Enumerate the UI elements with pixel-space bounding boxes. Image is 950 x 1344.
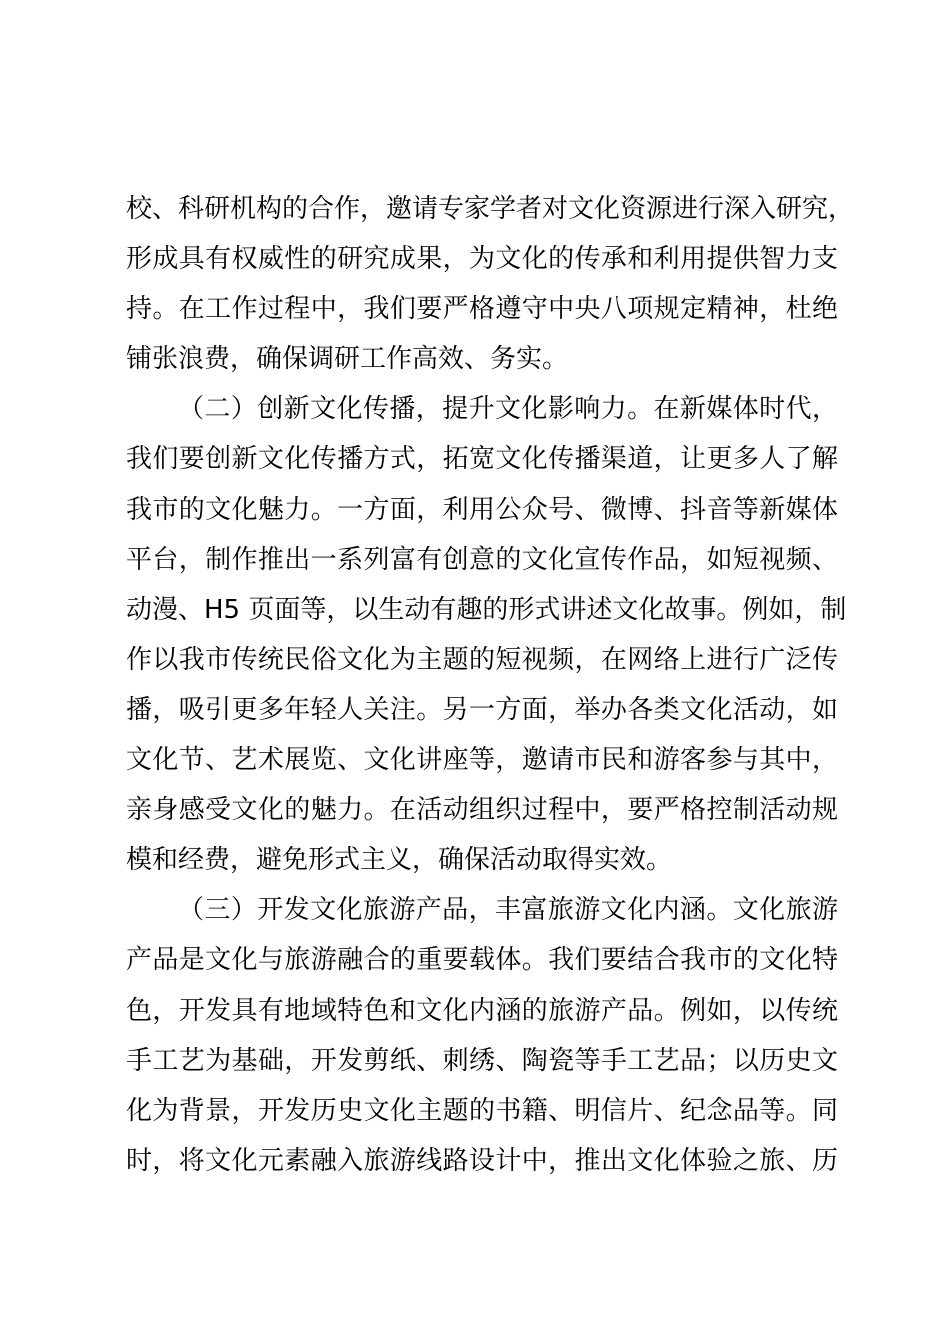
paragraph-1-line-1: 校、科研机构的合作，邀请专家学者对文化资源进行深入研究， (126, 194, 855, 224)
paragraph-2-line-4: 平台，制作推出一系列富有创意的文化宣传作品，如短视频、 (126, 544, 838, 575)
paragraph-2-line-5: 动漫、H5 页面等，以生动有趣的形式讲述文化故事。例如，制 (126, 594, 847, 625)
paragraph-2-line-10: 模和经费，避免形式主义，确保活动取得实效。 (126, 845, 673, 876)
paragraph-2-line-7: 播，吸引更多年轻人关注。另一方面，举办各类文化活动，如 (126, 694, 838, 725)
paragraph-1-line-2: 形成具有权威性的研究成果，为文化的传承和利用提供智力支 (126, 244, 838, 275)
paragraph-3-line-2: 产品是文化与旅游融合的重要载体。我们要结合我市的文化特 (126, 945, 838, 976)
paragraph-1-line-4: 铺张浪费，确保调研工作高效、务实。 (126, 344, 569, 375)
paragraph-3-line-1: （三）开发文化旅游产品，丰富旅游文化内涵。文化旅游 (178, 895, 838, 926)
paragraph-3-line-4: 手工艺为基础，开发剪纸、刺绣、陶瓷等手工艺品；以历史文 (126, 1045, 838, 1076)
paragraph-2-line-3: 我市的文化魅力。一方面，利用公众号、微博、抖音等新媒体 (126, 494, 838, 525)
body-text (126, 184, 855, 1186)
paragraph-2-line-2: 我们要创新文化传播方式，拓宽文化传播渠道，让更多人了解 (126, 444, 838, 475)
paragraph-2-line-9: 亲身感受文化的魅力。在活动组织过程中，要严格控制活动规 (126, 795, 838, 826)
paragraph-2-line-6: 作以我市传统民俗文化为主题的短视频，在网络上进行广泛传 (126, 644, 838, 675)
paragraph-3-line-3: 色，开发具有地域特色和文化内涵的旅游产品。例如，以传统 (126, 995, 838, 1026)
paragraph-2-line-1: （二）创新文化传播，提升文化影响力。在新媒体时代， (178, 394, 838, 425)
paragraph-1-line-3: 持。在工作过程中，我们要严格遵守中央八项规定精神，杜绝 (126, 294, 838, 325)
paragraph-3-line-6: 时，将文化元素融入旅游线路设计中，推出文化体验之旅、历 (126, 1145, 838, 1176)
paragraph-2-line-8: 文化节、艺术展览、文化讲座等，邀请市民和游客参与其中， (126, 745, 838, 776)
paragraph-3-line-5: 化为背景，开发历史文化主题的书籍、明信片、纪念品等。同 (126, 1095, 838, 1126)
